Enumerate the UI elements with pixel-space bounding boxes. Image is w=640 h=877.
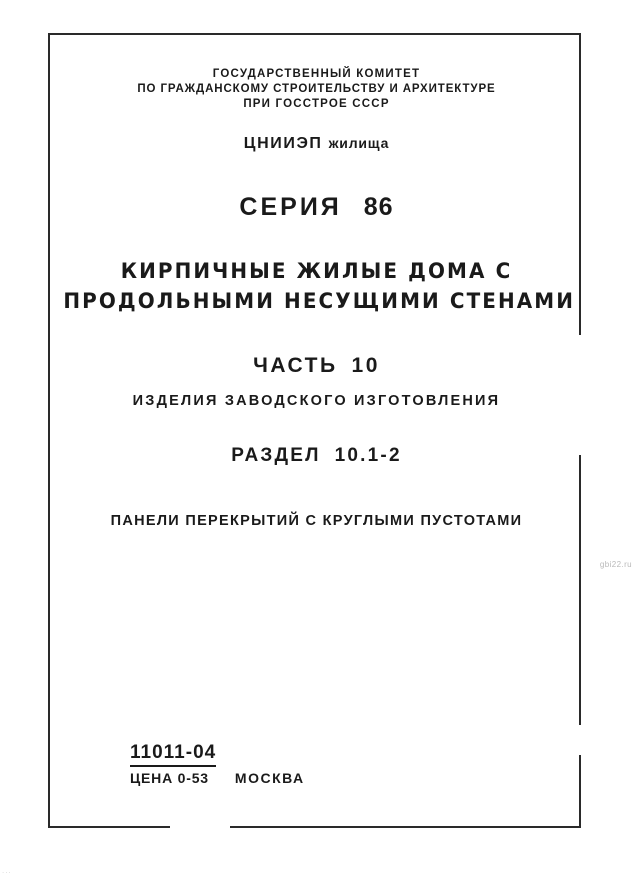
section-number: 10.1-2 — [334, 445, 402, 466]
watermark: gbi22.ru — [599, 560, 632, 569]
footer-block — [130, 742, 305, 786]
organization-line-1: ГОСУДАРСТВЕННЫЙ КОМИТЕТ — [212, 68, 421, 80]
series-label: СЕРИЯ — [239, 193, 342, 221]
price-label: ЦЕНА 0-53 — [130, 770, 209, 786]
organization-block — [50, 67, 583, 112]
institute-name — [50, 135, 583, 153]
document-title-line-2: ПРОДОЛЬНЫМИ НЕСУЩИМИ СТЕНАМИ — [63, 289, 576, 313]
section-heading — [50, 445, 583, 467]
border-gap-right-lower — [578, 725, 581, 755]
document-title-line-1: КИРПИЧНЫЕ ЖИЛЫЕ ДОМА С — [120, 259, 513, 283]
series-heading — [50, 193, 583, 222]
institute-abbr: ЦНИИЭП — [243, 135, 323, 152]
series-number: 86 — [363, 193, 394, 221]
border-gap-bottom — [170, 825, 230, 828]
part-heading — [50, 354, 583, 378]
scan-corner-mark: ... — [2, 866, 12, 875]
document-code: 11011-04 — [130, 742, 216, 767]
part-label: ЧАСТЬ — [253, 354, 338, 377]
institute-suffix: жилища — [328, 135, 390, 151]
organization-line-2: ПО ГРАЖДАНСКОМУ СТРОИТЕЛЬСТВУ И АРХИТЕКТУРЕ — [137, 83, 496, 95]
part-number: 10 — [351, 354, 380, 377]
page-border-frame — [48, 33, 581, 828]
section-label: РАЗДЕЛ — [231, 445, 321, 466]
organization-line-3: ПРИ ГОССТРОЕ СССР — [243, 98, 390, 110]
title-page-content — [50, 35, 583, 529]
price-row — [130, 770, 305, 786]
document-title — [63, 256, 576, 316]
city-label: МОСКВА — [234, 770, 305, 786]
part-subtitle: ИЗДЕЛИЯ ЗАВОДСКОГО ИЗГОТОВЛЕНИЯ — [132, 393, 501, 409]
subject-heading: ПАНЕЛИ ПЕРЕКРЫТИЙ С КРУГЛЫМИ ПУСТОТАМИ — [110, 513, 523, 529]
